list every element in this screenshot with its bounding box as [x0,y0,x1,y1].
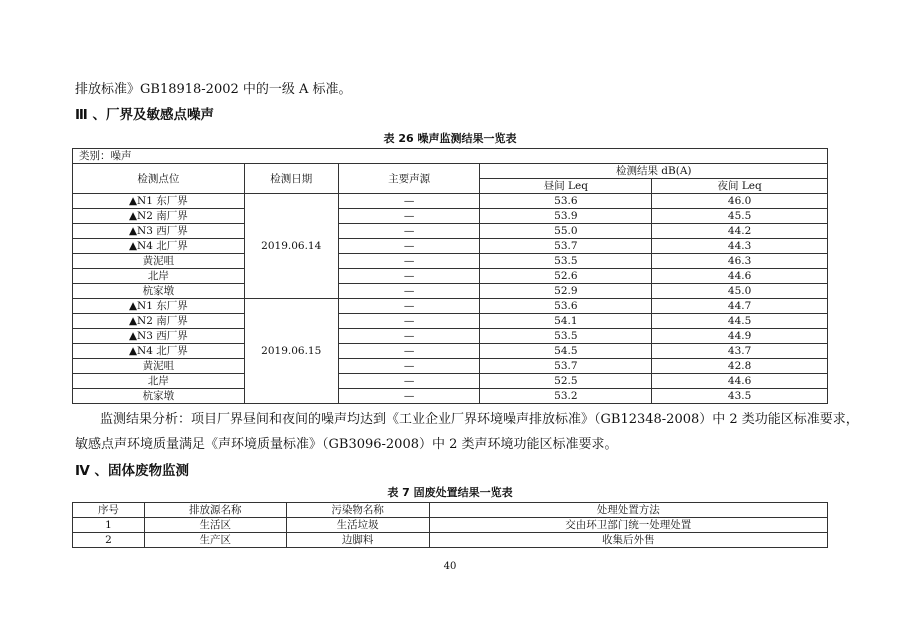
cell-night-leq: 43.5 [652,389,828,404]
cell-day-leq: 52.5 [480,374,652,389]
cell-night-leq: 42.8 [652,359,828,374]
cell-source: — [338,224,480,239]
cell-day-leq: 53.2 [480,389,652,404]
cell-day-leq: 52.9 [480,284,652,299]
cell-day-leq: 55.0 [480,224,652,239]
cell-night-leq: 44.5 [652,314,828,329]
cell-point: ▲N4 北厂界 [73,239,245,254]
analysis-line-1: 监测结果分析：项目厂界昼间和夜间的噪声均达到《工业企业厂界环境噪声排放标准》（GB12348-2008）中 2 类功能区标准要求， [100,412,859,427]
table-row [73,284,828,299]
header-result: 检测结果 dB(A) [480,164,828,179]
table-row [73,344,828,359]
header-no: 序号 [73,503,145,518]
table-row [73,533,828,548]
page-number: 40 [443,561,457,572]
cell-day-leq: 53.5 [480,254,652,269]
cell-source: 生产区 [144,533,286,548]
cell-day-leq: 53.6 [480,194,652,209]
cell-night-leq: 45.5 [652,209,828,224]
cell-point: ▲N1 东厂界 [73,299,245,314]
cell-day-leq: 53.7 [480,359,652,374]
table-row [73,254,828,269]
table-row [73,314,828,329]
cell-source: — [338,269,480,284]
cell-point: 杭家墩 [73,389,245,404]
cell-day-leq: 52.6 [480,269,652,284]
table-row [73,209,828,224]
table-row [73,518,828,533]
table-row [73,329,828,344]
cell-source: — [338,374,480,389]
table26-caption: 表 26 噪声监测结果一览表 [383,132,517,145]
cell-method: 交由环卫部门统一处理处置 [429,518,827,533]
cell-method: 收集后外售 [429,533,827,548]
cell-source: — [338,344,480,359]
table7-caption: 表 7 固废处置结果一览表 [387,486,513,499]
section-heading-noise: Ⅲ 、厂界及敏感点噪声 [75,107,214,123]
header-date: 检测日期 [244,164,338,194]
cell-source: — [338,359,480,374]
cell-night-leq: 44.6 [652,269,828,284]
cell-point: ▲N1 东厂界 [73,194,245,209]
cell-source: — [338,329,480,344]
cell-point: 黄泥咀 [73,359,245,374]
table-row [73,299,828,314]
table-row [73,359,828,374]
intro-line: 排放标准》GB18918-2002 中的一级 A 标准。 [75,82,352,97]
cell-day-leq: 54.5 [480,344,652,359]
table-row [73,269,828,284]
category-label: 类别：噪声 [73,149,828,164]
cell-point: 黄泥咀 [73,254,245,269]
noise-results-table [72,148,828,404]
cell-night-leq: 43.7 [652,344,828,359]
cell-point: 北岸 [73,374,245,389]
cell-point: 北岸 [73,269,245,284]
cell-day-leq: 53.6 [480,299,652,314]
header-emission-source: 排放源名称 [144,503,286,518]
cell-night-leq: 44.9 [652,329,828,344]
cell-night-leq: 45.0 [652,284,828,299]
header-source: 主要声源 [338,164,480,194]
table-row [73,224,828,239]
cell-night-leq: 44.3 [652,239,828,254]
cell-no: 2 [73,533,145,548]
cell-night-leq: 44.2 [652,224,828,239]
cell-source: — [338,209,480,224]
cell-source: — [338,314,480,329]
cell-no: 1 [73,518,145,533]
table-row [73,239,828,254]
cell-pollutant: 生活垃圾 [286,518,429,533]
cell-day-leq: 53.9 [480,209,652,224]
cell-source: — [338,254,480,269]
section-heading-waste: Ⅳ 、固体废物监测 [75,463,190,479]
cell-source: — [338,194,480,209]
cell-point: ▲N3 西厂界 [73,329,245,344]
table-row [73,194,828,209]
cell-point: ▲N3 西厂界 [73,224,245,239]
waste-results-table [72,502,828,548]
cell-date: 2019.06.15 [244,299,338,404]
cell-night-leq: 44.7 [652,299,828,314]
cell-point: ▲N2 南厂界 [73,209,245,224]
cell-night-leq: 46.0 [652,194,828,209]
cell-point: ▲N4 北厂界 [73,344,245,359]
cell-source: — [338,389,480,404]
cell-day-leq: 53.7 [480,239,652,254]
cell-night-leq: 46.3 [652,254,828,269]
header-night: 夜间 Leq [652,179,828,194]
cell-pollutant: 边脚料 [286,533,429,548]
cell-date: 2019.06.14 [244,194,338,299]
cell-day-leq: 54.1 [480,314,652,329]
cell-source: — [338,239,480,254]
cell-day-leq: 53.5 [480,329,652,344]
cell-point: ▲N2 南厂界 [73,314,245,329]
header-day: 昼间 Leq [480,179,652,194]
header-method: 处理处置方法 [429,503,827,518]
cell-source: 生活区 [144,518,286,533]
cell-source: — [338,284,480,299]
table-row [73,389,828,404]
header-point: 检测点位 [73,164,245,194]
cell-night-leq: 44.6 [652,374,828,389]
cell-source: — [338,299,480,314]
header-pollutant: 污染物名称 [286,503,429,518]
table-row [73,374,828,389]
cell-point: 杭家墩 [73,284,245,299]
analysis-line-2: 敏感点声环境质量满足《声环境质量标准》（GB3096-2008）中 2 类声环境功能区标准要求。 [75,437,618,452]
